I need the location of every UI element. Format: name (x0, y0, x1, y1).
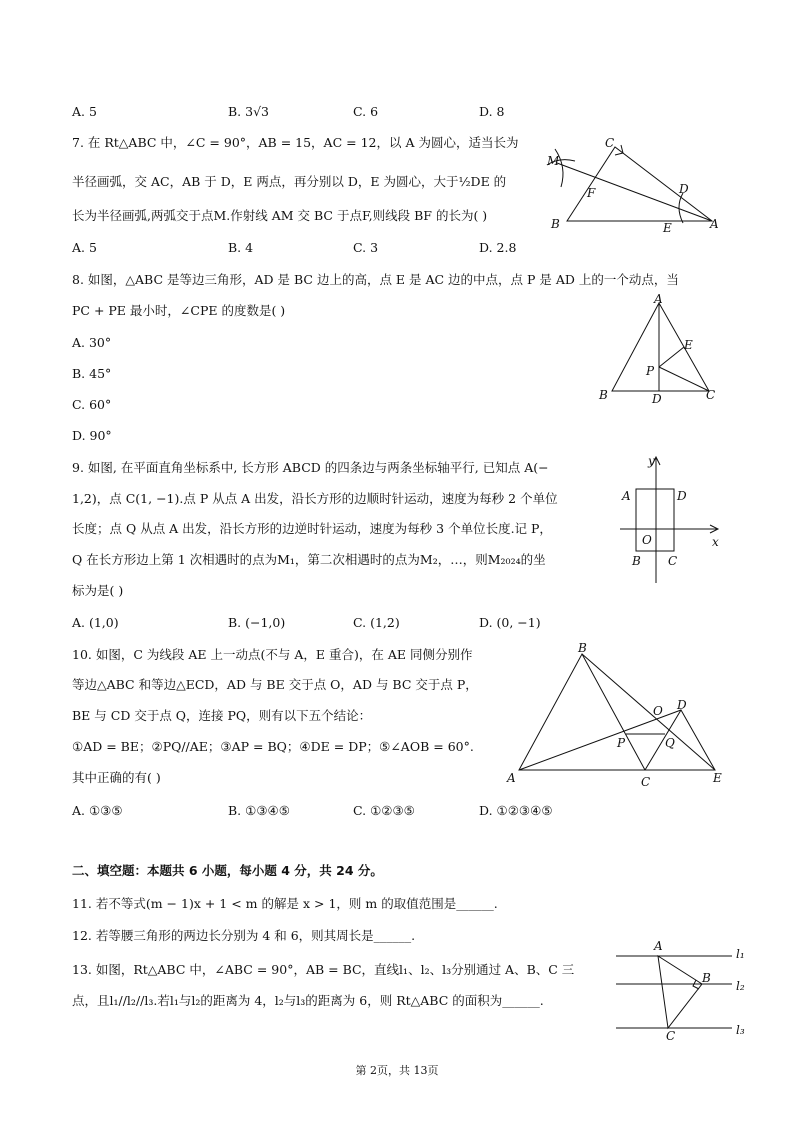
fig13-label-b: B (702, 971, 711, 985)
fig13-label-a: A (654, 939, 663, 953)
equilateral-triangle-abc (612, 303, 709, 391)
fig9-label-a: A (622, 489, 631, 503)
q9-line-4: Q 在长方形边上第 1 次相遇时的点为M₁，第二次相遇时的点为M₂，…，则M₂₀₂₄的坐 (72, 552, 546, 567)
q7-option-d: D. 2.8 (479, 240, 517, 255)
q13-figure (612, 940, 752, 1045)
fig13-label-l3: l₃ (736, 1023, 745, 1037)
fig9-label-y: y (648, 454, 655, 468)
q8-line-1: 8. 如图，△ABC 是等边三角形，AD 是 BC 边上的高，点 E 是 AC 边的中点，点 P 是 AD 上的一个动点，当 (72, 272, 679, 287)
q9-line-1: 9. 如图, 在平面直角坐标系中, 长方形 ABCD 的四条边与两条坐标轴平行, 已知点 A(− (72, 460, 549, 475)
arc-de (679, 193, 683, 223)
q7-line-2: 半径画弧，交 AC，AB 于 D，E 两点，再分别以 D，E 为圆心，大于½DE 的 (72, 174, 507, 189)
q6-option-c: C. 6 (353, 104, 379, 119)
q10-line-4: ①AD = BE；②PQ//AE；③AP = BQ；④DE = DP；⑤∠AOB = 60°. (72, 739, 474, 754)
q7-option-b: B. 4 (228, 240, 254, 255)
q9-line-5: 标为是( ) (72, 583, 124, 598)
fig9-label-d: D (677, 489, 687, 503)
q11-text: 11. 若不等式(m − 1)x + 1 < m 的解是 x > 1，则 m 的取值范围是______. (72, 896, 498, 911)
fig8-label-e: E (684, 338, 693, 352)
fig13-label-l1: l₁ (736, 947, 745, 961)
q10-option-c: C. ①②③⑤ (353, 803, 415, 818)
q9-figure (620, 455, 730, 585)
q8-line-2: PC + PE 最小时，∠CPE 的度数是( ) (72, 303, 286, 318)
q10-option-d: D. ①②③④⑤ (479, 803, 553, 818)
fig7-label-a: A (710, 217, 719, 231)
fig9-label-o: O (642, 533, 652, 547)
fig9-label-b: B (632, 554, 641, 568)
fig10-label-p: P (617, 736, 626, 750)
q10-option-b: B. ①③④⑤ (228, 803, 290, 818)
fig7-label-d: D (679, 182, 689, 196)
fig8-label-d: D (652, 392, 662, 406)
q10-line-3: BE 与 CD 交于点 Q，连接 PQ，则有以下五个结论： (72, 708, 372, 723)
fig7-label-c: C (605, 136, 615, 150)
fig10-label-b: B (578, 641, 587, 655)
q12-text: 12. 若等腰三角形的两边长分别为 4 和 6，则其周长是______. (72, 928, 416, 943)
fig10-label-q: Q (665, 736, 675, 750)
fig7-label-m: M (547, 154, 560, 168)
fig9-label-c: C (668, 554, 678, 568)
fig7-label-b: B (551, 217, 560, 231)
fig10-label-a: A (507, 771, 516, 785)
q9-option-c: C. (1,2) (353, 615, 400, 630)
q10-option-a: A. ①③⑤ (72, 803, 123, 818)
fig13-label-l2: l₂ (736, 979, 745, 993)
q9-option-b: B. (−1,0) (228, 615, 286, 630)
segment-pc (659, 367, 709, 391)
q7-line-3: 长为半径画弧,两弧交于点M.作射线 AM 交 BC 于点F,则线段 BF 的长为( ) (72, 208, 488, 223)
q9-line-3: 长度；点 Q 从点 A 出发，沿长方形的边逆时针运动，速度为每秒 3 个单位长度.记 P， (72, 521, 552, 536)
q7-option-a: A. 5 (72, 240, 97, 255)
q8-option-c: C. 60° (72, 397, 112, 412)
fig10-label-d: D (677, 698, 687, 712)
q13-line-1: 13. 如图，Rt△ABC 中，∠ABC = 90°，AB = BC，直线l₁、l₂、l₃分别通过 A、B、C 三 (72, 962, 575, 977)
fig7-label-e: E (663, 221, 672, 235)
ray-am (557, 163, 712, 221)
right-triangle-abc (658, 956, 702, 1028)
triangle-abc (567, 147, 712, 221)
q10-figure (505, 640, 730, 790)
q7-option-c: C. 3 (353, 240, 379, 255)
fig13-label-c: C (666, 1029, 676, 1043)
segment-be (582, 654, 715, 770)
q9-option-d: D. (0, −1) (479, 615, 541, 630)
fig8-label-p: P (646, 364, 655, 378)
q10-line-1: 10. 如图，C 为线段 AE 上一动点(不与 A，E 重合)，在 AE 同侧分别作 (72, 647, 473, 662)
fig8-label-b: B (599, 388, 608, 402)
fig7-label-f: F (587, 186, 596, 200)
fig10-label-e: E (713, 771, 722, 785)
q8-option-b: B. 45° (72, 366, 112, 381)
q8-figure (596, 292, 726, 410)
segment-pe (659, 347, 684, 367)
q8-option-a: A. 30° (72, 335, 112, 350)
fig8-label-c: C (706, 388, 716, 402)
fig8-label-a: A (654, 292, 663, 306)
section-2-title: 二、填空题：本题共 6 小题，每小题 4 分，共 24 分。 (72, 863, 383, 878)
q9-option-a: A. (1,0) (72, 615, 119, 630)
equilateral-triangle-abc (519, 654, 645, 770)
fig10-label-o: O (653, 704, 663, 718)
q9-line-2: 1,2)，点 C(1, −1).点 P 从点 A 出发，沿长方形的边顺时针运动，速度为每秒 2 个单位 (72, 491, 558, 506)
q10-line-2: 等边△ABC 和等边△ECD，AD 与 BE 交于点 O，AD 与 BC 交于点 P， (72, 677, 478, 692)
fig9-label-x: x (712, 535, 719, 549)
page-footer: 第 2页，共 13页 (355, 1064, 439, 1077)
q13-line-2: 点，且l₁//l₂//l₃.若l₁与l₂的距离为 4，l₂与l₃的距离为 6，则 Rt△ABC 的面积为______. (72, 993, 544, 1008)
q7-figure (545, 135, 725, 235)
q6-option-a: A. 5 (72, 104, 97, 119)
q6-option-b: B. 3√3 (228, 104, 270, 119)
q8-option-d: D. 90° (72, 428, 112, 443)
q10-line-5: 其中正确的有( ) (72, 770, 161, 785)
q6-option-d: D. 8 (479, 104, 505, 119)
fig10-label-c: C (641, 775, 651, 789)
q7-line-1: 7. 在 Rt△ABC 中，∠C = 90°，AB = 15，AC = 12，以 A 为圆心，适当长为 (72, 135, 519, 150)
